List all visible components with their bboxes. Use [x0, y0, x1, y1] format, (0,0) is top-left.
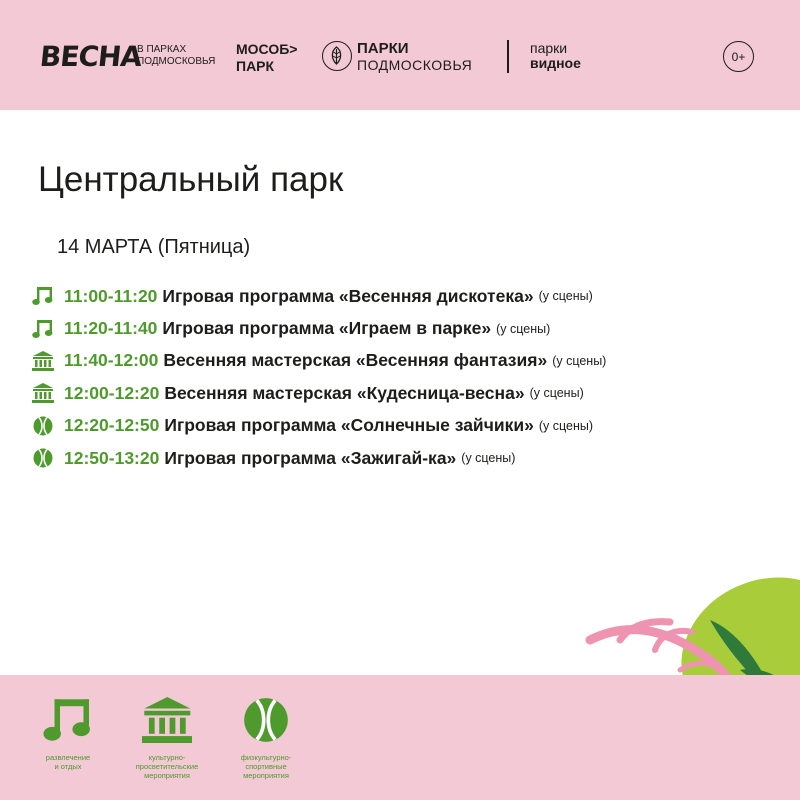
- parki-podmoskovya-logo: [357, 41, 472, 73]
- event-time: 12:00-12:20: [64, 382, 160, 403]
- schedule-row: [30, 312, 790, 344]
- vidnoe-line-2: видное: [530, 55, 581, 71]
- vesna-logo-subtitle: [137, 44, 215, 68]
- vesna-logo: ВЕСНА: [38, 40, 143, 73]
- logo-divider: [507, 40, 509, 73]
- vesna-sub-line-1: В ПАРКАХ: [137, 44, 187, 55]
- schedule-row: [30, 280, 790, 312]
- event-time: 11:00-11:20: [64, 285, 158, 306]
- ball-icon: [30, 447, 56, 469]
- legend-cultural: [112, 695, 222, 780]
- music-note-icon: [30, 285, 56, 307]
- event-time: 12:50-13:20: [64, 447, 160, 468]
- event-title: Весенняя мастерская «Кудесница-весна»: [164, 382, 525, 403]
- event-location: (у сцены): [496, 321, 551, 336]
- legend-caption: физкультурно- спортивные мероприятия: [240, 753, 292, 780]
- event-title: Игровая программа «Играем в парке»: [162, 318, 492, 339]
- page-title: Центральный парк: [38, 160, 344, 199]
- ball-icon: [30, 415, 56, 437]
- legend-caption: культурно- просветительские мероприятия: [135, 753, 199, 780]
- vesna-sub-line-2: ПОДМОСКОВЬЯ: [137, 56, 216, 67]
- event-location: (у сцены): [538, 289, 593, 304]
- event-title: Весенняя мастерская «Весенняя фантазия»: [163, 350, 548, 371]
- event-title: Игровая программа «Весенняя дискотека»: [162, 285, 534, 306]
- ball-icon: [211, 695, 321, 745]
- schedule-row: [30, 442, 790, 474]
- event-location: (у сцены): [552, 353, 607, 368]
- footer-legend: [0, 675, 800, 800]
- music-note-icon: [30, 318, 56, 340]
- vidnoe-line-1: парки: [530, 40, 568, 56]
- schedule-list: [30, 280, 790, 474]
- event-location: (у сцены): [461, 451, 516, 466]
- parki-vidnoe-logo: [530, 41, 581, 71]
- event-title: Игровая программа «Зажигай-ка»: [164, 447, 457, 468]
- mosobl-line-2: ПАРК: [236, 58, 275, 74]
- mosoblpark-logo: [236, 41, 297, 75]
- mosobl-line-1: МОСОБ>: [236, 41, 298, 57]
- museum-icon: [112, 695, 222, 745]
- leaf-logo-icon: [322, 41, 352, 71]
- parki-line-2: ПОДМОСКОВЬЯ: [357, 57, 473, 73]
- age-rating-badge: 0+: [723, 41, 754, 72]
- legend-sport: [211, 695, 321, 780]
- event-date: 14 МАРТА (Пятница): [57, 236, 251, 258]
- event-time: 11:40-12:00: [64, 350, 159, 371]
- legend-entertainment: [13, 695, 123, 771]
- event-location: (у сцены): [529, 386, 584, 401]
- parki-line-1: ПАРКИ: [357, 40, 409, 57]
- event-title: Игровая программа «Солнечные зайчики»: [164, 415, 534, 436]
- museum-icon: [30, 382, 56, 404]
- schedule-row: [30, 410, 790, 442]
- event-time: 11:20-11:40: [64, 318, 158, 339]
- event-time: 12:20-12:50: [64, 415, 160, 436]
- schedule-row: [30, 345, 790, 377]
- header-bar: [0, 0, 800, 110]
- legend-caption: развлечение и отдых: [45, 753, 91, 771]
- music-note-icon: [13, 695, 123, 745]
- schedule-row: [30, 377, 790, 409]
- event-location: (у сцены): [538, 418, 594, 433]
- museum-icon: [30, 350, 56, 372]
